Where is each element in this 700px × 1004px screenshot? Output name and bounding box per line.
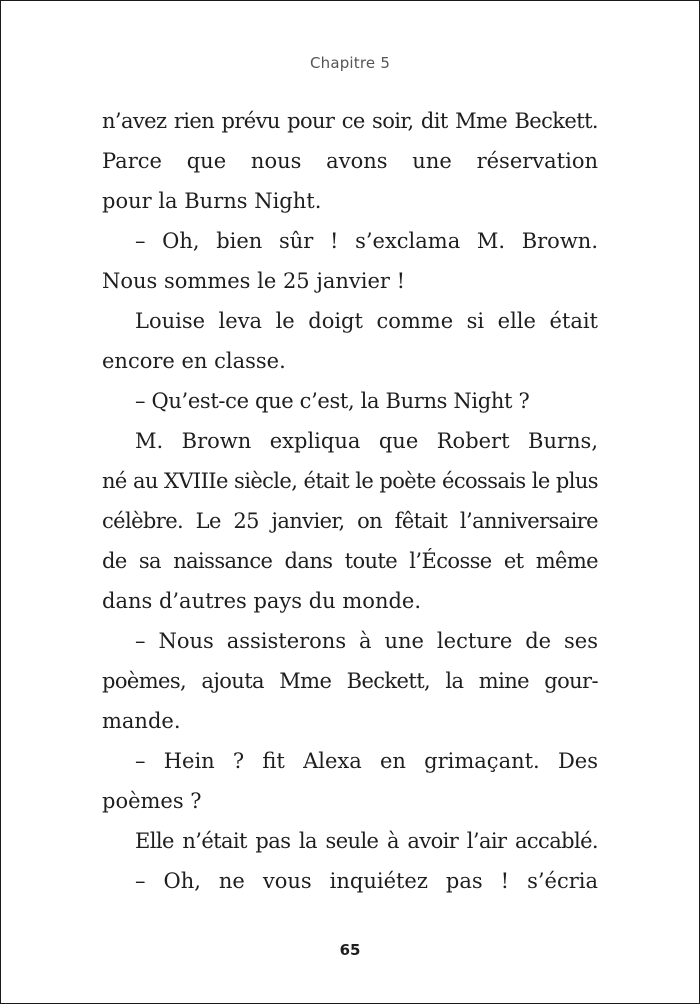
text-line: Parce que nous avons une réservation — [102, 149, 598, 173]
text-line: – Qu’est-ce que c’est, la Burns Night ? — [135, 389, 530, 413]
running-head: Chapitre 5 — [309, 54, 391, 72]
page-number: 65 — [339, 941, 361, 959]
text-line: Elle n’était pas la seule à avoir l’air accablé. — [135, 829, 598, 853]
text-line: mande. — [102, 709, 181, 733]
text-line: poèmes ? — [102, 789, 202, 813]
text-line: dans d’autres pays du monde. — [102, 589, 422, 613]
text-line: M. Brown expliqua que Robert Burns, — [135, 429, 598, 453]
text-line: de sa naissance dans toute l’Écosse et même — [102, 549, 598, 573]
text-line: – Hein ? fit Alexa en grimaçant. Des — [135, 749, 598, 773]
text-line: pour la Burns Night. — [102, 189, 322, 213]
text-line: encore en classe. — [102, 349, 286, 373]
text-line: célèbre. Le 25 janvier, on fêtait l’anniversaire — [102, 509, 598, 533]
text-line: Louise leva le doigt comme si elle était — [135, 309, 598, 333]
text-line: Nous sommes le 25 janvier ! — [102, 269, 406, 293]
text-line: – Oh, bien sûr ! s’exclama M. Brown. — [135, 229, 598, 253]
text-line: poèmes, ajouta Mme Beckett, la mine gour- — [102, 669, 598, 693]
text-line: – Nous assisterons à une lecture de ses — [135, 629, 598, 653]
text-line: n’avez rien prévu pour ce soir, dit Mme Beckett. — [102, 109, 598, 133]
text-line: né au XVIIIe siècle, était le poète écossais le plus — [102, 469, 598, 493]
text-line: – Oh, ne vous inquiétez pas ! s’écria — [135, 869, 598, 893]
